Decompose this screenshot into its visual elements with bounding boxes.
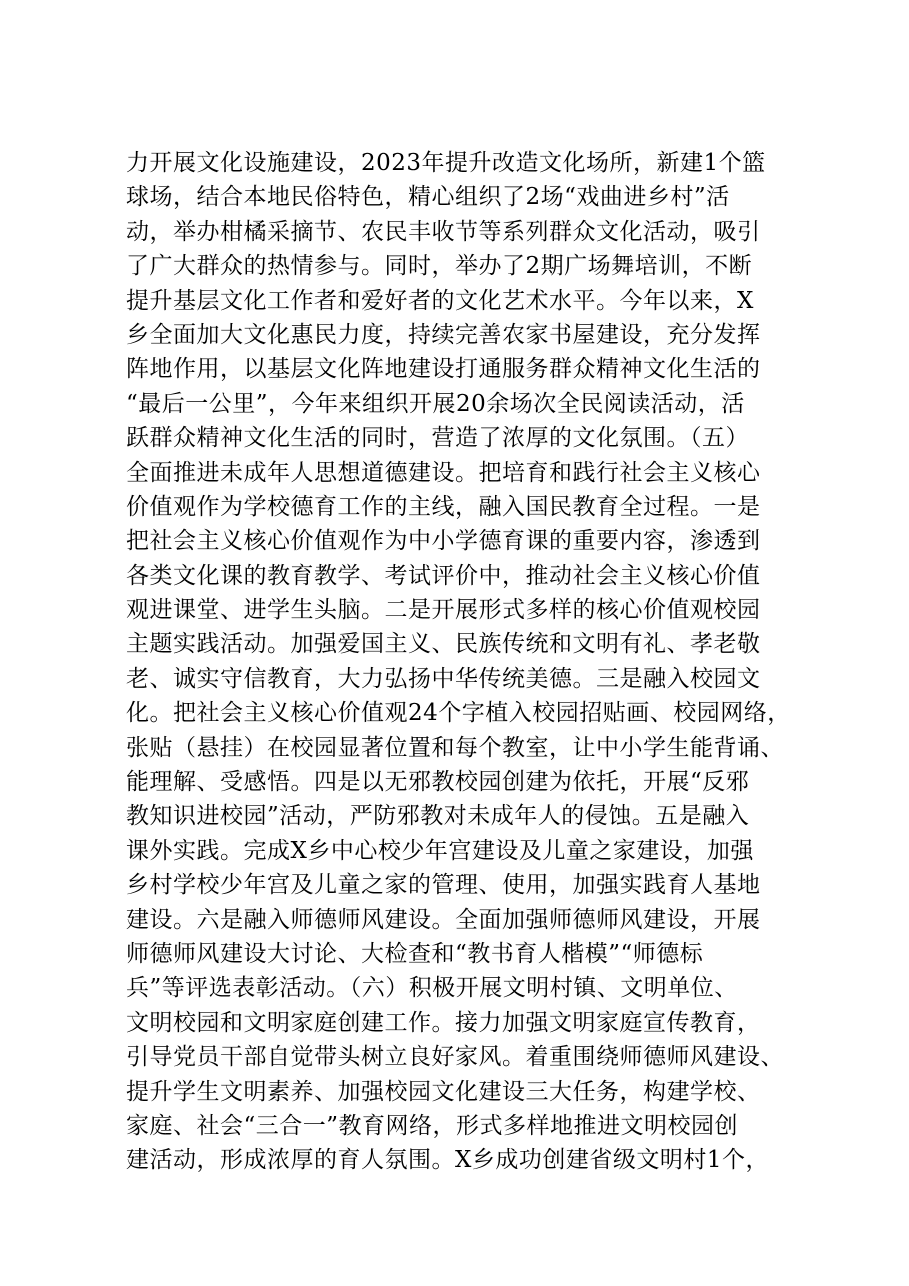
text-line-25: 兵”等评选表彰活动。（六）积极开展文明村镇、文明单位、 <box>126 975 738 1002</box>
text-line-14: 观进课堂、进学生头脑。二是开展形式多样的核心价值观校园 <box>126 597 761 624</box>
text-line-9: 跃群众精神文化生活的同时，营造了浓厚的文化氛围。（五） <box>126 425 749 452</box>
text-line-30: 建活动，形成浓厚的育人氛围。X乡成功创建省级文明村1个， <box>126 1147 770 1174</box>
text-line-24: 师德师风建设大讨论、大检查和“教书育人楷模”“师德标 <box>126 940 704 967</box>
text-line-28: 提升学生文明素养、加强校园文化建设三大任务，构建学校、 <box>126 1078 761 1105</box>
text-line-20: 教知识进校园”活动，严防邪教对未成年人的侵蚀。五是融入 <box>126 803 750 830</box>
text-line-17: 化。把社会主义核心价值观24个字植入校园招贴画、校园网络， <box>126 700 791 727</box>
text-line-29: 家庭、社会“三合一”教育网络，形式多样地推进文明校园创 <box>126 1112 739 1139</box>
text-line-1: 力开展文化设施建设，2023年提升改造文化场所，新建1个篮 <box>126 150 766 176</box>
text-line-21: 课外实践。完成X乡中心校少年宫建设及儿童之家建设，加强 <box>126 837 754 864</box>
text-line-11: 价值观作为学校德育工作的主线，融入国民教育全过程。一是 <box>126 493 761 520</box>
text-line-22: 乡村学校少年宫及儿童之家的管理、使用，加强实践育人基地 <box>126 872 761 899</box>
text-line-12: 把社会主义核心价值观作为中小学德育课的重要内容，渗透到 <box>126 528 761 555</box>
text-line-7: 阵地作用，以基层文化阵地建设打通服务群众精神文化生活的 <box>126 356 761 383</box>
text-line-15: 主题实践活动。加强爱国主义、民族传统和文明有礼、孝老敬 <box>126 631 761 658</box>
text-line-5: 提升基层文化工作者和爱好者的文化艺术水平。今年以来，X <box>126 287 754 314</box>
text-line-18: 张贴（悬挂）在校园显著位置和每个教室，让中小学生能背诵、 <box>126 734 784 761</box>
text-line-19: 能理解、受感悟。四是以无邪教校园创建为依托，开展“反邪 <box>126 769 750 796</box>
text-line-27: 引导党员干部自觉带头树立良好家风。着重围绕师德师风建设、 <box>126 1044 784 1071</box>
text-line-8: “最后一公里”，今年来组织开展20余场次全民阅读活动，活 <box>126 390 745 417</box>
text-line-13: 各类文化课的教育教学、考试评价中，推动社会主义核心价值 <box>126 562 761 589</box>
text-line-23: 建设。六是融入师德师风建设。全面加强师德师风建设，开展 <box>126 906 761 933</box>
text-line-10: 全面推进未成年人思想道德建设。把培育和践行社会主义核心 <box>126 459 761 486</box>
text-line-6: 乡全面加大文化惠民力度，持续完善农家书屋建设，充分发挥 <box>126 321 761 348</box>
text-line-2: 球场，结合本地民俗特色，精心组织了2场“戏曲进乡村”活 <box>126 184 730 211</box>
text-line-3: 动，举办柑橘采摘节、农民丰收节等系列群众文化活动，吸引 <box>126 218 761 245</box>
text-line-16: 老、诚实守信教育，大力弘扬中华传统美德。三是融入校园文 <box>126 665 761 692</box>
text-line-26: 文明校园和文明家庭创建工作。接力加强文明家庭宣传教育， <box>126 1009 761 1036</box>
body-text <box>126 146 806 1178</box>
text-line-4: 了广大群众的热情参与。同时，举办了2期广场舞培训，不断 <box>126 253 753 280</box>
